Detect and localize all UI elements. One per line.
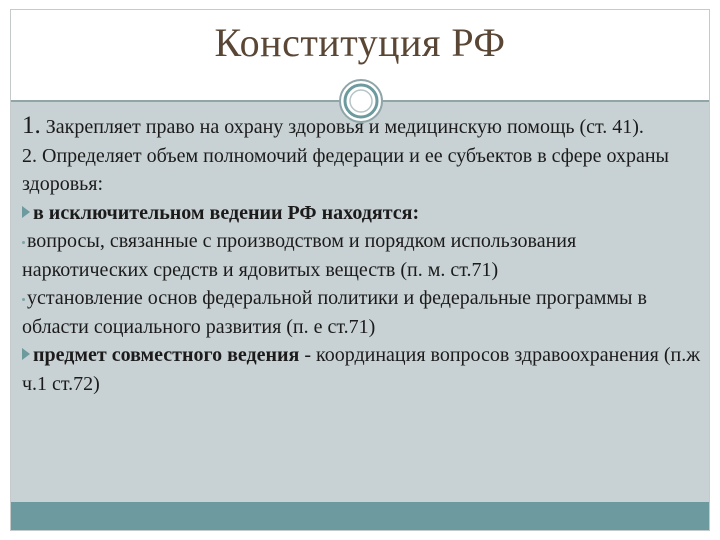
bullet-joint-heading: предмет совместного ведения [33,344,300,366]
slide-title: Конституция РФ [214,20,506,65]
dot-bullet-icon [22,241,25,244]
item-1-number: 1. [22,112,41,139]
sub-item-drugs-text: вопросы, связанные с производством и порядком использования наркотических средств и ядовитых веществ (п. м. ст.71) [22,230,577,281]
triangle-bullet-icon [22,348,30,360]
sub-item-policy [22,284,702,341]
item-1-text: Закрепляет право на охрану здоровья и медицинскую помощь (ст. 41). [40,116,644,138]
bullet-exclusive [22,199,702,228]
bullet-exclusive-heading: в исключительном ведении РФ находятся: [33,201,420,224]
item-2: 2. Определяет объем полномочий федерации и ее субъектов в сфере охраны здоровья: [22,144,669,195]
bullet-joint [22,341,702,398]
item-1 [22,112,702,142]
bottom-accent-bar [11,502,709,530]
slide-body [22,112,702,398]
sub-item-drugs [22,227,702,284]
bullet-joint-text: - координация вопросов здравоохранения (п.ж ч.1 ст.72) [22,344,701,395]
triangle-bullet-icon [22,206,30,218]
dot-bullet-icon [22,298,25,301]
sub-item-policy-text: установление основ федеральной политики и федеральные программы в области социального развития (п. е ст.71) [22,287,647,338]
